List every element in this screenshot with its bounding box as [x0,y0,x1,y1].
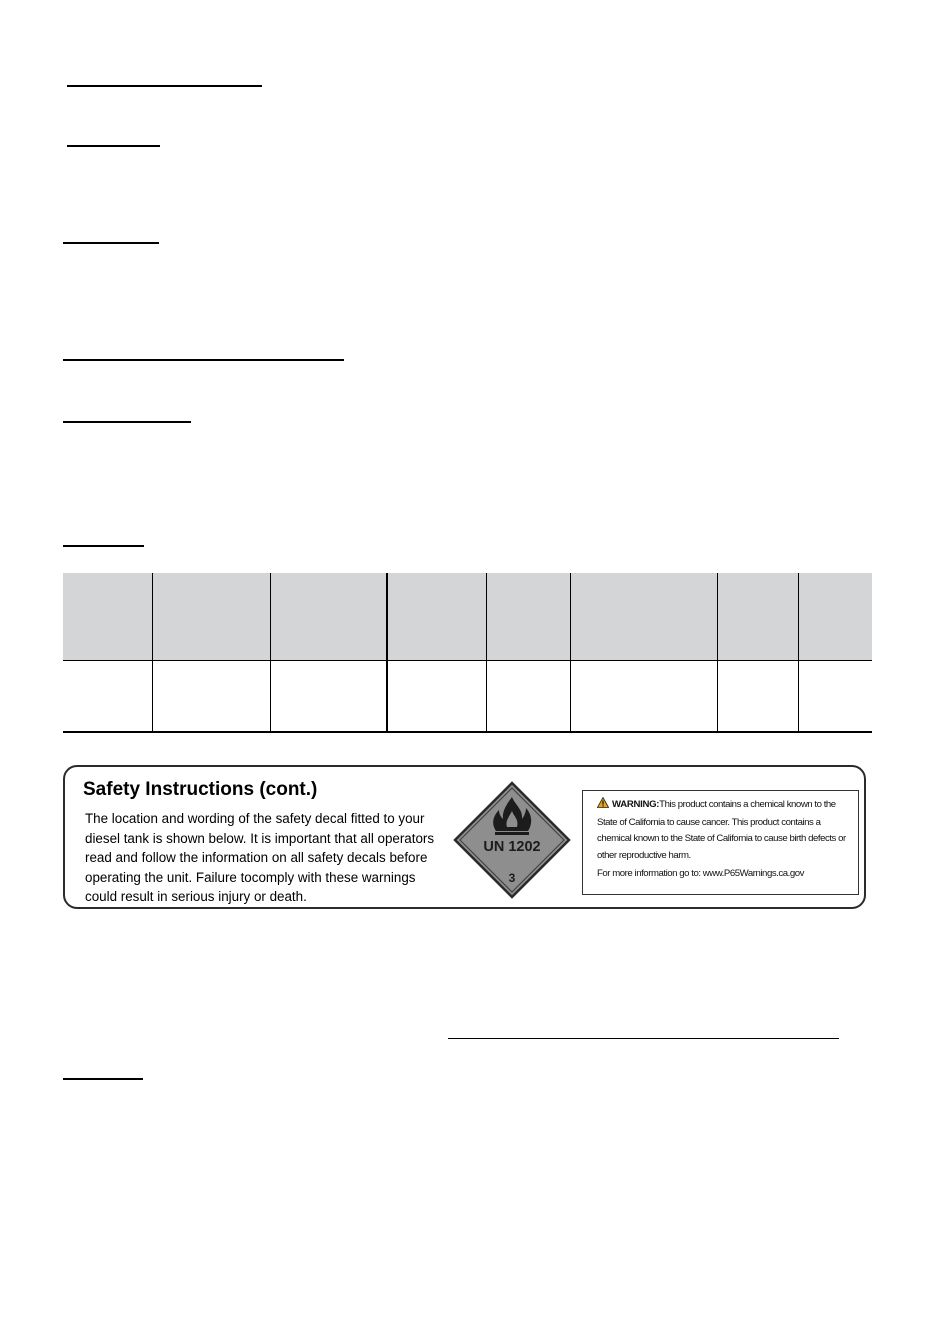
spec-header-cell [270,573,387,661]
spec-header-cell [387,573,486,661]
heading-rule-2 [67,145,160,147]
heading-rule-1 [67,85,262,87]
safety-decal-title: Safety Instructions (cont.) [83,779,318,800]
placard-class-number: 3 [508,871,516,885]
spec-cell [270,661,387,733]
safety-decal-text: The location and wording of the safety decal fitted to your diesel tank is shown below. It is important that all operators read and follow the information on all safety decals before operating the unit. Failure tocomply with these warnings could result in serious injury or death. [85,811,435,904]
fill-in-line [448,1038,839,1039]
prop65-warning-box [582,790,859,895]
spec-header-cell [152,573,270,661]
heading-rule-5 [63,421,191,423]
spec-cell [387,661,486,733]
spec-header-cell [798,573,872,661]
spec-cell [152,661,270,733]
spec-header-cell [63,573,152,661]
placard-un-number: UN 1202 [483,839,541,855]
safety-decal-panel [63,765,866,909]
spec-cell [570,661,717,733]
heading-rule-7 [63,1078,143,1080]
spec-table [63,573,872,733]
spec-table-header-row [63,573,872,661]
spec-cell [798,661,872,733]
table-row [63,661,872,733]
heading-rule-4 [63,359,344,361]
heading-rule-3 [63,242,159,244]
spec-cell [63,661,152,733]
spec-header-cell [717,573,798,661]
spec-cell [717,661,798,733]
spec-cell [486,661,570,733]
warning-more-info: For more information go to: www.P65Warnings.ca.gov [597,868,804,879]
warning-lead: WARNING: [612,799,660,810]
spec-header-cell [570,573,717,661]
heading-rule-6 [63,545,144,547]
warning-triangle-icon [597,797,609,815]
spec-header-cell [486,573,570,661]
un-1202-placard [453,781,571,899]
warning-text: This product contains a chemical known to the State of California to cause cancer. This product contains a chemical known to the State of California to cause birth defects or other reproductive harm. [597,799,846,861]
